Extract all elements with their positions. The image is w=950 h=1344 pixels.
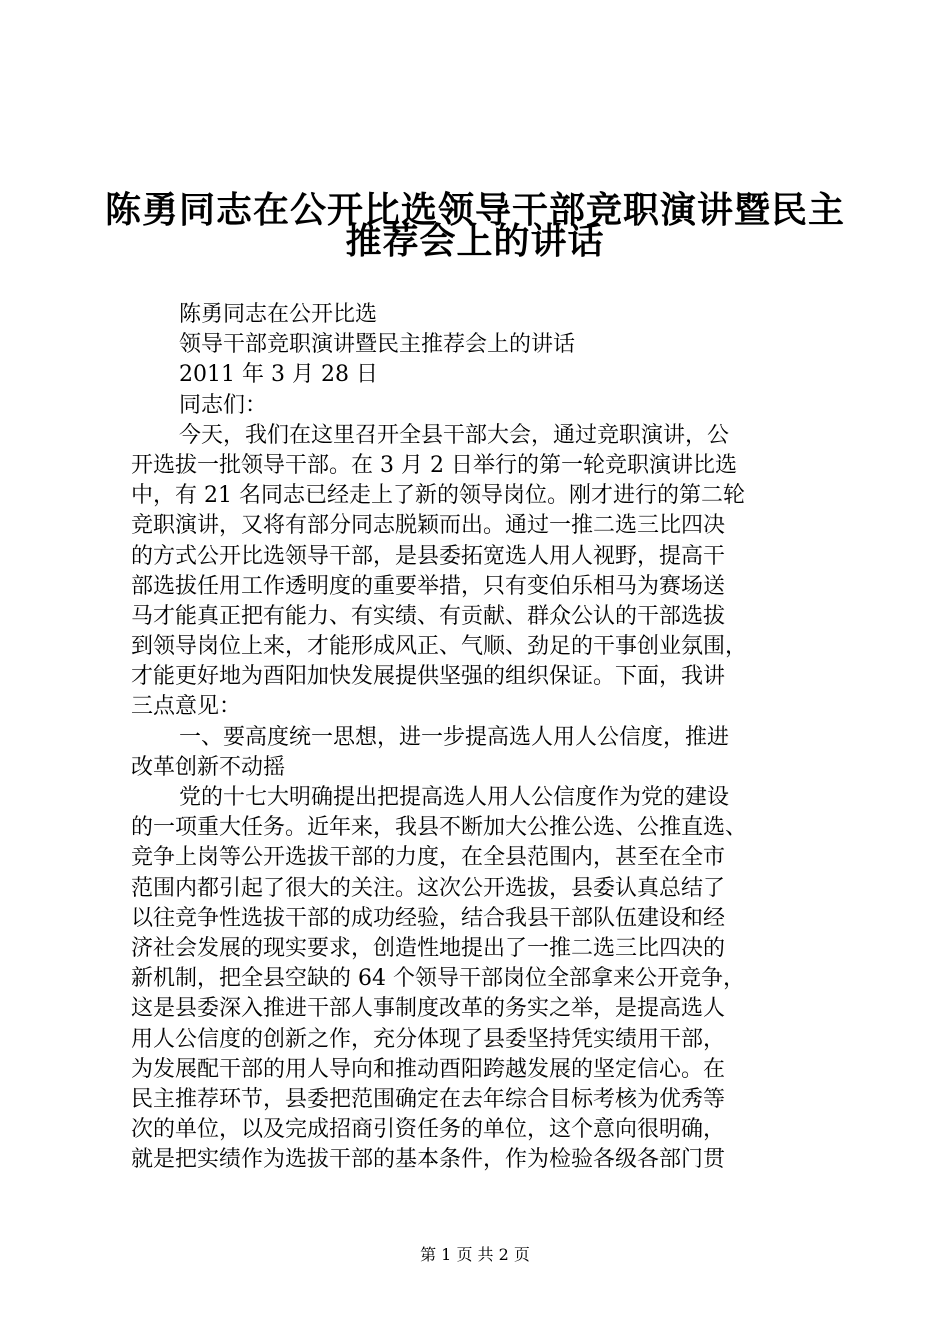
- body-line: 改革创新不动摇: [131, 754, 286, 780]
- body-line: 一、要高度统一思想，进一步提高选人用人公信度，推进: [179, 724, 730, 750]
- body-line: 同志们：: [179, 392, 268, 418]
- body-line: 开选拔一批领导干部。在 3 月 2 日举行的第一轮竞职演讲比选: [131, 452, 737, 478]
- body-line: 竞争上岗等公开选拔干部的力度，在全县范围内，甚至在全市: [131, 845, 726, 871]
- page-footer: 第 1 页 共 2 页: [420, 1245, 530, 1264]
- body-line: 马才能真正把有能力、有实绩、有贡献、群众公认的干部选拔: [131, 603, 726, 629]
- body-line: 2011 年 3 月 28 日: [179, 362, 378, 388]
- body-line: 三点意见：: [131, 694, 242, 720]
- body-line: 部选拔任用工作透明度的重要举措，只有变伯乐相马为赛场送: [131, 573, 726, 599]
- body-line: 次的单位，以及完成招商引资任务的单位，这个意向很明确，: [131, 1117, 726, 1143]
- body-line: 民主推荐环节，县委把范围确定在去年综合目标考核为优秀等: [131, 1086, 726, 1112]
- body-line: 今天，我们在这里召开全县干部大会，通过竞职演讲，公: [179, 422, 730, 448]
- body-line: 党的十七大明确提出把提高选人用人公信度作为党的建设: [179, 785, 730, 810]
- body-line: 才能更好地为酉阳加快发展提供坚强的组织保证。下面，我讲: [131, 664, 726, 690]
- body-line: 为发展配干部的用人导向和推动酉阳跨越发展的坚定信心。在: [131, 1056, 726, 1082]
- body-line: 领导干部竞职演讲暨民主推荐会上的讲话: [179, 332, 576, 358]
- body-line: 中，有 21 名同志已经走上了新的领导岗位。刚才进行的第二轮: [131, 483, 745, 509]
- body-line: 陈勇同志在公开比选: [179, 302, 378, 327]
- document-body: [131, 300, 831, 1175]
- body-line: 以往竞争性选拔干部的成功经验，结合我县干部队伍建设和经: [131, 905, 726, 931]
- body-line: 到领导岗位上来，才能形成风正、气顺、劲足的干事创业氛围，: [131, 634, 748, 660]
- body-line: 用人公信度的创新之作，充分体现了县委坚持凭实绩用干部，: [131, 1026, 726, 1052]
- body-line: 的一项重大任务。近年来，我县不断加大公推公选、公推直选、: [131, 815, 748, 841]
- body-line: 这是县委深入推进干部人事制度改革的务实之举，是提高选人: [131, 996, 726, 1022]
- body-line: 范围内都引起了很大的关注。这次公开选拔，县委认真总结了: [131, 875, 726, 901]
- body-line: 的方式公开比选领导干部，是县委拓宽选人用人视野，提高干: [131, 543, 726, 569]
- body-line: 竞职演讲，又将有部分同志脱颖而出。通过一推二选三比四决: [131, 513, 726, 539]
- body-line: 济社会发展的现实要求，创造性地提出了一推二选三比四决的: [131, 935, 726, 961]
- body-line: 就是把实绩作为选拔干部的基本条件，作为检验各级各部门贯: [131, 1147, 726, 1173]
- document-title-line-1: 陈勇同志在公开比选领导干部竞职演讲暨民主: [104, 189, 845, 231]
- body-line: 新机制，把全县空缺的 64 个领导干部岗位全部拿来公开竞争，: [131, 966, 745, 992]
- document-title-line-2: 推荐会上的讲话: [345, 220, 605, 262]
